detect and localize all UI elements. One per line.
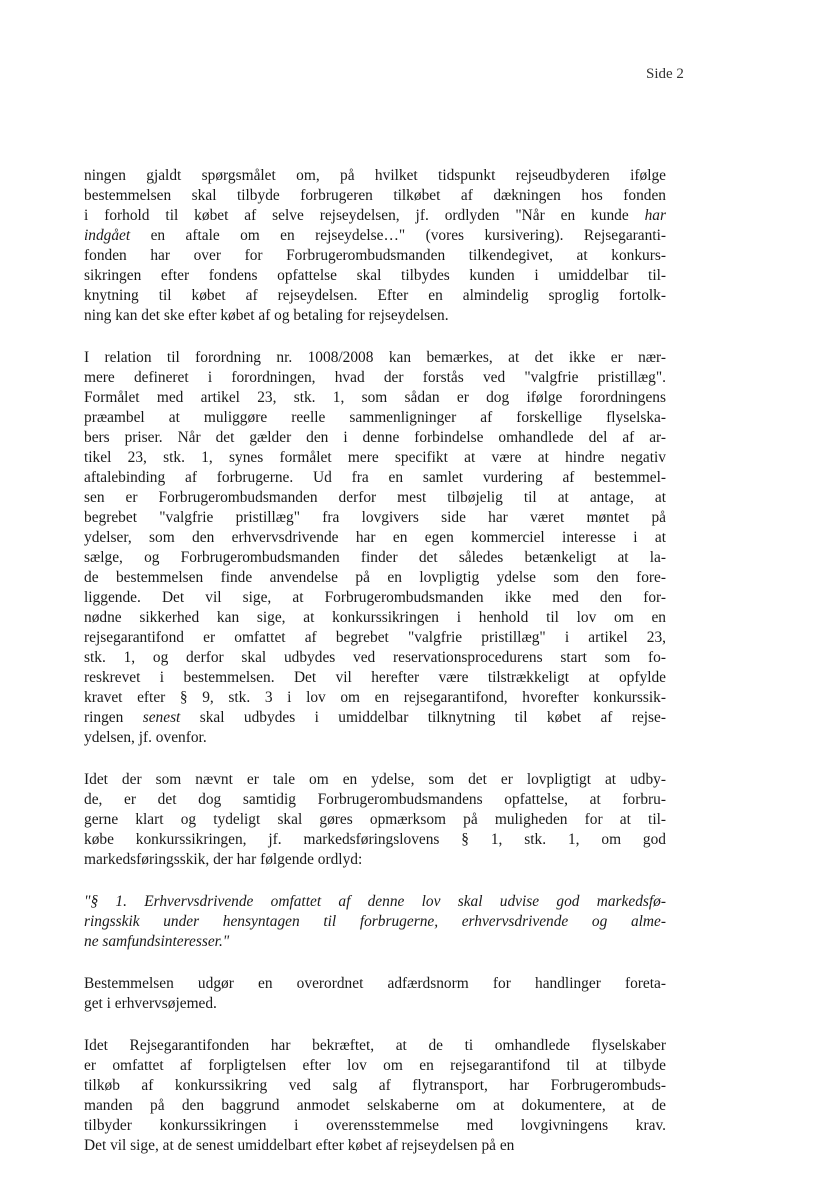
text-line <box>84 810 666 830</box>
paragraph <box>84 1036 666 1156</box>
italic-text: ringsskik under hensyntagen til forbrugerne, erhvervsdrivende og alme- <box>84 913 666 930</box>
text: bers priser. Når det gælder den i denne forbindelse omhandlede del af ar- <box>84 429 666 446</box>
text: ydelser, som den erhvervsdrivende har en egen kommerciel interesse i at <box>84 529 666 546</box>
text-line <box>84 668 666 688</box>
text: tilbyder konkurssikringen i overensstemmelse med lovgivningens krav. <box>84 1117 666 1134</box>
text-line <box>84 1096 666 1116</box>
paragraph <box>84 348 666 748</box>
text: er omfattet af forpligtelsen efter lov om en rejsegarantifond til at tilbyde <box>84 1057 666 1074</box>
text: Bestemmelsen udgør en overordnet adfærdsnorm for handlinger foreta- <box>84 975 666 992</box>
text-line <box>84 348 666 368</box>
text: ning kan det ske efter købet af og betaling for rejseydelsen. <box>84 307 449 324</box>
text: knytning til købet af rejseydelsen. Efter en almindelig sproglig fortolk- <box>84 287 666 304</box>
text-line <box>84 830 666 850</box>
text: liggende. Det vil sige, at Forbrugerombudsmanden ikke med den for- <box>84 589 666 606</box>
text-line <box>84 1136 666 1156</box>
text: ningen gjaldt spørgsmålet om, på hvilket tidspunkt rejseudbyderen ifølge <box>84 167 666 184</box>
text-line <box>84 648 666 668</box>
text-line <box>84 226 666 246</box>
paragraph <box>84 974 666 1014</box>
text-line <box>84 428 666 448</box>
text: rejsegarantifond er omfattet af begrebet "valgfrie pristillæg" i artikel 23, <box>84 629 666 646</box>
text: nødne sikkerhed kan sige, at konkurssikringen i henhold til lov om en <box>84 609 666 626</box>
text: manden på den baggrund anmodet selskaberne om at dokumentere, at de <box>84 1097 666 1114</box>
text-line <box>84 508 666 528</box>
text: præambel at muliggøre reelle sammenligninger af forskellige flyselska- <box>84 409 666 426</box>
text-line <box>84 548 666 568</box>
text-line <box>84 568 666 588</box>
text-line <box>84 728 666 748</box>
text-line <box>84 286 666 306</box>
italic-text: indgået <box>84 227 131 244</box>
text-line <box>84 1036 666 1056</box>
text-line <box>84 688 666 708</box>
text: sikringen efter fondens opfattelse skal tilbydes kunden i umiddelbar til- <box>84 267 666 284</box>
text-line <box>84 1076 666 1096</box>
italic-text: "§ 1. Erhvervsdrivende omfattet af denne lov skal udvise god markedsfø- <box>84 893 666 910</box>
text-line <box>84 368 666 388</box>
text: tikel 23, stk. 1, synes formålet mere specifikt at være at hindre negativ <box>84 449 666 466</box>
text-line <box>84 206 666 226</box>
text-line <box>84 932 666 952</box>
text: skal udbydes i umiddelbar tilknytning til købet af rejse- <box>180 709 667 726</box>
italic-text: ne samfundsinteresser." <box>84 933 230 950</box>
document-body <box>84 166 666 1178</box>
text-line <box>84 892 666 912</box>
text: ydelsen, jf. ovenfor. <box>84 729 207 746</box>
text-line <box>84 388 666 408</box>
text: aftalebinding af forbrugerne. Ud fra en samlet vurdering af bestemmel- <box>84 469 666 486</box>
text: tilkøb af konkurssikring ved salg af flytransport, har Forbrugerombuds- <box>84 1077 666 1094</box>
text-line <box>84 850 666 870</box>
text: reskrevet i bestemmelsen. Det vil herefter være tilstrækkeligt at opfylde <box>84 669 666 686</box>
text: i forhold til købet af selve rejseydelsen, jf. ordlyden "Når en kunde <box>84 207 645 224</box>
text-line <box>84 994 666 1014</box>
text: markedsføringsskik, der har følgende ordlyd: <box>84 851 363 868</box>
text: de, er det dog samtidig Forbrugerombudsmandens opfattelse, at forbru- <box>84 791 666 808</box>
text-line <box>84 166 666 186</box>
text-line <box>84 912 666 932</box>
text-line <box>84 528 666 548</box>
text: en aftale om en rejseydelse…" (vores kursivering). Rejsegaranti- <box>130 227 666 244</box>
paragraph <box>84 166 666 326</box>
text: Formålet med artikel 23, stk. 1, som sådan er dog ifølge forordningens <box>84 389 666 406</box>
text: get i erhvervsøjemed. <box>84 995 217 1012</box>
text-line <box>84 186 666 206</box>
italic-text: har <box>644 207 666 224</box>
text: begrebet "valgfrie pristillæg" fra lovgivers side har været møntet på <box>84 509 666 526</box>
text-line <box>84 588 666 608</box>
text-line <box>84 974 666 994</box>
text-line <box>84 468 666 488</box>
text-line <box>84 408 666 428</box>
text: bestemmelsen skal tilbyde forbrugeren tilkøbet af dækningen hos fonden <box>84 187 666 204</box>
text: kravet efter § 9, stk. 3 i lov om en rejsegarantifond, hvorefter konkurssik- <box>84 689 666 706</box>
text: I relation til forordning nr. 1008/2008 kan bemærkes, at det ikke er nær- <box>84 349 666 366</box>
text: mere defineret i forordningen, hvad der forstås ved "valgfrie pristillæg". <box>84 369 666 386</box>
text: de bestemmelsen finde anvendelse på en lovpligtig ydelse som den fore- <box>84 569 666 586</box>
text: sælge, og Forbrugerombudsmanden finder det således betænkeligt at la- <box>84 549 666 566</box>
text: gerne klart og tydeligt skal gøres opmærksom på muligheden for at til- <box>84 811 666 828</box>
text-line <box>84 448 666 468</box>
text-line <box>84 608 666 628</box>
paragraph <box>84 892 666 952</box>
text-line <box>84 488 666 508</box>
text-line <box>84 770 666 790</box>
text: fonden har over for Forbrugerombudsmanden tilkendegivet, at konkurs- <box>84 247 666 264</box>
text: stk. 1, og derfor skal udbydes ved reservationsprocedurens start som fo- <box>84 649 666 666</box>
text: sen er Forbrugerombudsmanden derfor mest tilbøjelig til at antage, at <box>84 489 666 506</box>
page-number: Side 2 <box>646 66 684 82</box>
text-line <box>84 1056 666 1076</box>
text: Idet Rejsegarantifonden har bekræftet, at de ti omhandlede flyselskaber <box>84 1037 666 1054</box>
text-line <box>84 790 666 810</box>
text: Det vil sige, at de senest umiddelbart efter købet af rejseydelsen på en <box>84 1137 515 1154</box>
text-line <box>84 266 666 286</box>
text: købe konkurssikringen, jf. markedsføringslovens § 1, stk. 1, om god <box>84 831 666 848</box>
text: ringen <box>84 709 143 726</box>
italic-text: senest <box>142 709 181 726</box>
text-line <box>84 708 666 728</box>
text: Idet der som nævnt er tale om en ydelse, som det er lovpligtigt at udby- <box>84 771 666 788</box>
text-line <box>84 306 666 326</box>
text-line <box>84 1116 666 1136</box>
paragraph <box>84 770 666 870</box>
text-line <box>84 628 666 648</box>
text-line <box>84 246 666 266</box>
